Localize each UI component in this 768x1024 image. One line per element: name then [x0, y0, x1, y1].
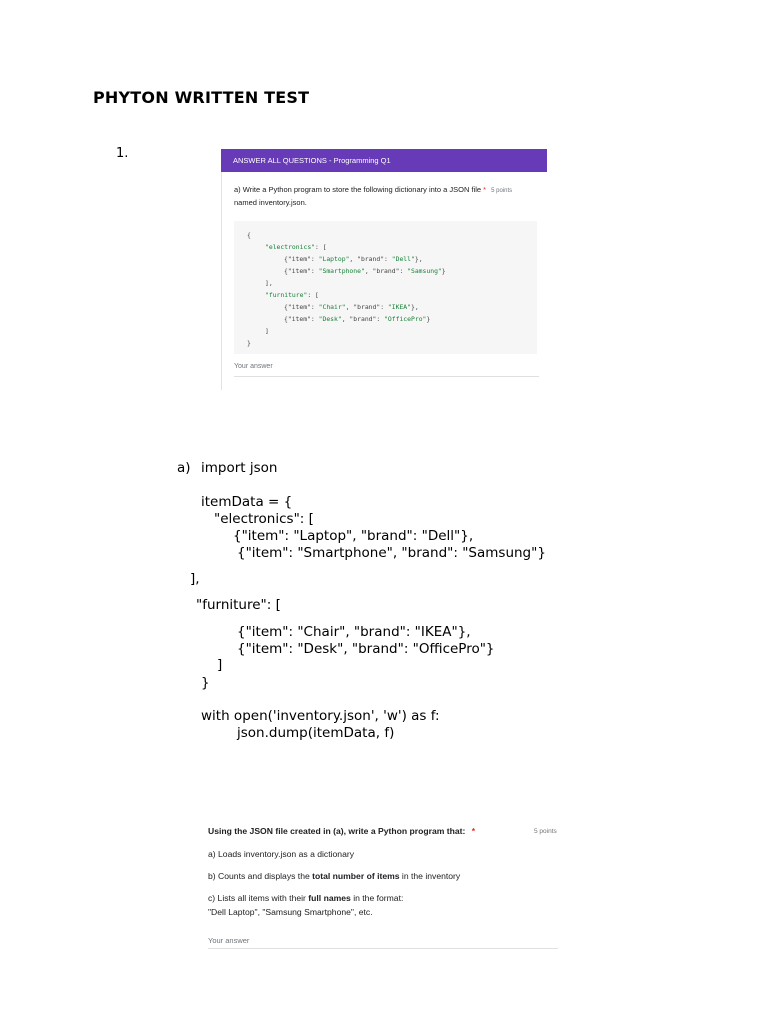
document-title: PHYTON WRITTEN TEST [93, 88, 310, 107]
answer-code-line: with open('inventory.json', 'w') as f: [201, 708, 440, 724]
points-label: 5 points [534, 828, 557, 835]
answer-code-line: {"item": "Smartphone", "brand": "Samsung"} [237, 545, 546, 561]
form-question-card-1 [221, 149, 547, 390]
answer-code-line: "furniture": [ [196, 597, 281, 613]
answer-code-line: } [201, 675, 210, 691]
code-line: {"item": "Smartphone", "brand": "Samsung"} [284, 267, 446, 275]
requirement-c-example: "Dell Laptop", "Samsung Smartphone", etc. [208, 907, 373, 917]
code-line: {"item": "Desk", "brand": "OfficePro"} [284, 315, 431, 323]
question-line-1: a) Write a Python program to store the following dictionary into a JSON file [234, 185, 482, 194]
answer-code-line: ] [217, 657, 223, 673]
code-line: "furniture": [ [265, 291, 319, 299]
form-question-card-2 [200, 818, 568, 954]
form-section-header: ANSWER ALL QUESTIONS - Programming Q1 [221, 149, 547, 172]
required-asterisk: * [483, 185, 487, 194]
answer-code-line: json.dump(itemData, f) [237, 725, 395, 741]
requirement-a: a) Loads inventory.json as a dictionary [208, 849, 355, 859]
question-line-2: named inventory.json. [234, 198, 307, 207]
required-asterisk: * [471, 826, 476, 836]
code-line: ], [265, 279, 273, 287]
answer-code-line: import json [201, 460, 278, 476]
code-line: {"item": "Laptop", "brand": "Dell"}, [284, 255, 423, 263]
points-label: 5 points [491, 188, 513, 194]
answer-underline [234, 376, 539, 377]
answer-input[interactable]: Your answer [234, 363, 273, 370]
code-line: ] [265, 327, 269, 335]
answer-code-line: {"item": "Laptop", "brand": "Dell"}, [233, 528, 474, 544]
requirement-c: c) Lists all items with their full names in the format: [208, 893, 404, 903]
requirement-b: b) Counts and displays the total number of items in the inventory [208, 871, 461, 881]
answer-code-line: ], [190, 571, 200, 587]
code-line: "electronics": [ [265, 243, 327, 251]
question-number: 1. [116, 146, 129, 161]
code-line: } [247, 339, 251, 347]
answer-code-line: itemData = { [201, 494, 293, 510]
card-left-border [221, 172, 222, 390]
code-line: {"item": "Chair", "brand": "IKEA"}, [284, 303, 419, 311]
code-block [234, 221, 537, 354]
form-question-text: Using the JSON file created in (a), write a Python program that: * [208, 826, 476, 836]
answer-underline [208, 948, 558, 949]
answer-code-line: {"item": "Chair", "brand": "IKEA"}, [237, 624, 471, 640]
code-line: { [247, 231, 251, 239]
form-question-text [234, 184, 544, 209]
answer-code-line: "electronics": [ [214, 511, 314, 527]
answer-label: a) [177, 460, 191, 476]
answer-code-line: {"item": "Desk", "brand": "OfficePro"} [237, 641, 495, 657]
answer-input[interactable]: Your answer [208, 936, 250, 945]
